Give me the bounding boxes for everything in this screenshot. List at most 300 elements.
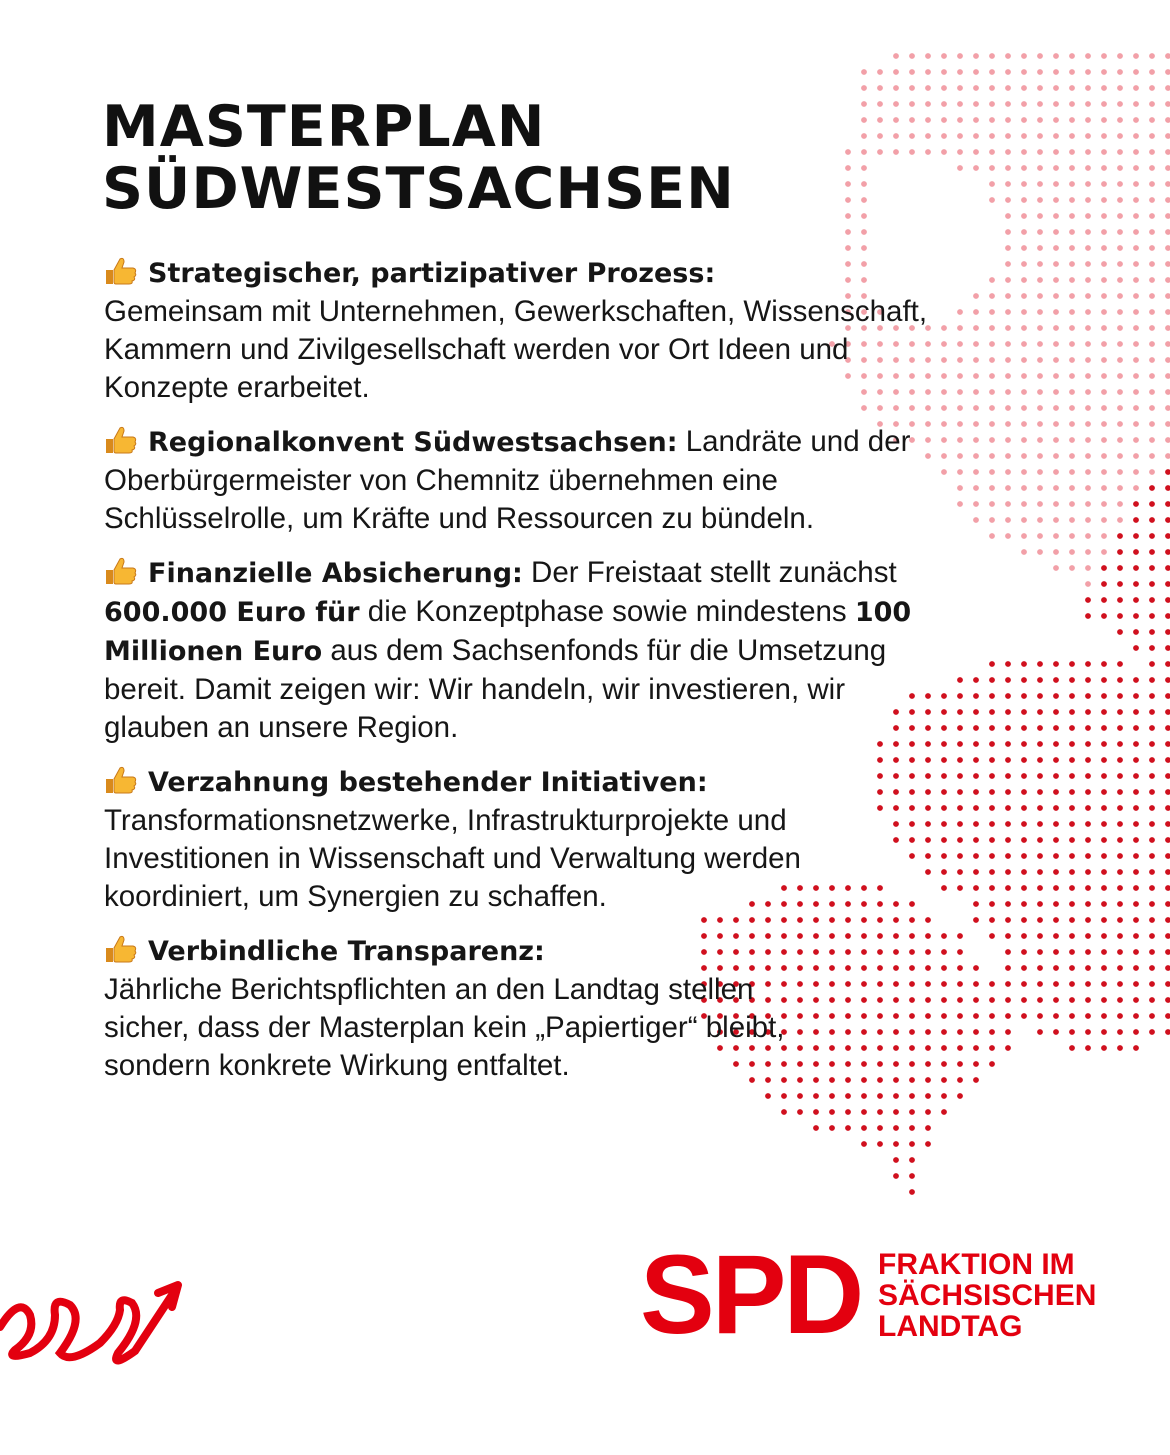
map-dot xyxy=(925,117,931,123)
map-dot xyxy=(1053,421,1059,427)
map-dot xyxy=(1021,949,1027,955)
map-dot xyxy=(1037,997,1043,1003)
map-dot xyxy=(1117,869,1123,875)
map-dot xyxy=(1037,693,1043,699)
map-dot xyxy=(941,85,947,91)
map-dot xyxy=(1053,805,1059,811)
map-dot xyxy=(1053,341,1059,347)
map-dot xyxy=(1101,597,1107,603)
map-dot xyxy=(1149,213,1155,219)
map-dot xyxy=(973,837,979,843)
map-dot xyxy=(1117,181,1123,187)
map-dot xyxy=(1149,229,1155,235)
map-dot xyxy=(925,53,931,59)
item-text: Jährliche Berichtspflichten an den Landtag stellen sicher, dass der Masterplan kein „Papiertiger“ bleibt, sondern konkrete Wirkung entfaltet. xyxy=(104,973,785,1082)
map-dot xyxy=(957,485,963,491)
map-dot xyxy=(1149,997,1155,1003)
map-dot xyxy=(989,181,995,187)
map-dot xyxy=(1117,997,1123,1003)
map-dot xyxy=(1101,197,1107,203)
map-dot xyxy=(877,101,883,107)
map-dot xyxy=(1069,213,1075,219)
map-dot xyxy=(1101,133,1107,139)
map-dot xyxy=(957,165,963,171)
map-dot xyxy=(1101,453,1107,459)
map-dot xyxy=(1069,53,1075,59)
map-dot xyxy=(1069,293,1075,299)
map-dot xyxy=(1005,517,1011,523)
map-dot xyxy=(941,709,947,715)
map-dot xyxy=(1053,549,1059,555)
map-dot xyxy=(1117,693,1123,699)
map-dot xyxy=(1021,533,1027,539)
item-text: Transformationsnetzwerke, Infrastrukturprojekte und Investitionen in Wissenschaft und Verwaltung werden koordiniert, um Synergien zu schaffen. xyxy=(104,804,801,913)
map-dot xyxy=(1101,725,1107,731)
map-dot xyxy=(1085,293,1091,299)
map-dot xyxy=(1133,197,1139,203)
map-dot xyxy=(1085,789,1091,795)
map-dot xyxy=(1133,629,1139,635)
map-dot xyxy=(1117,757,1123,763)
map-dot xyxy=(973,965,979,971)
map-dot xyxy=(1101,341,1107,347)
map-dot xyxy=(1165,485,1170,491)
map-dot xyxy=(813,1109,819,1115)
map-dot xyxy=(1085,501,1091,507)
map-dot xyxy=(989,853,995,859)
map-dot xyxy=(1149,581,1155,587)
map-dot xyxy=(989,469,995,475)
map-dot xyxy=(1069,949,1075,955)
map-dot xyxy=(1117,245,1123,251)
map-dot xyxy=(1101,997,1107,1003)
map-dot xyxy=(1149,757,1155,763)
map-dot xyxy=(1069,773,1075,779)
map-dot xyxy=(1005,661,1011,667)
map-dot xyxy=(1005,933,1011,939)
map-dot xyxy=(1053,469,1059,475)
map-dot xyxy=(1037,1013,1043,1019)
map-dot xyxy=(1117,517,1123,523)
map-dot xyxy=(1005,533,1011,539)
map-dot xyxy=(1117,533,1123,539)
map-dot xyxy=(1117,165,1123,171)
map-dot xyxy=(1037,293,1043,299)
map-dot xyxy=(909,1173,915,1179)
map-dot xyxy=(1165,373,1170,379)
map-dot xyxy=(1069,725,1075,731)
map-dot xyxy=(1053,293,1059,299)
map-dot xyxy=(1165,981,1170,987)
map-dot xyxy=(845,245,851,251)
map-dot xyxy=(1085,421,1091,427)
map-dot xyxy=(1053,709,1059,715)
map-dot xyxy=(1101,677,1107,683)
map-dot xyxy=(1005,149,1011,155)
map-dot xyxy=(1149,613,1155,619)
map-dot xyxy=(1149,965,1155,971)
map-dot xyxy=(1021,133,1027,139)
map-dot xyxy=(1149,533,1155,539)
map-dot xyxy=(1053,869,1059,875)
map-dot xyxy=(1053,661,1059,667)
map-dot xyxy=(1037,325,1043,331)
map-dot xyxy=(1085,693,1091,699)
map-dot xyxy=(1149,357,1155,363)
map-dot xyxy=(957,117,963,123)
map-dot xyxy=(1117,85,1123,91)
map-dot xyxy=(1101,581,1107,587)
map-dot xyxy=(1165,949,1170,955)
map-dot xyxy=(957,1077,963,1083)
map-dot xyxy=(1005,709,1011,715)
map-dot xyxy=(1037,949,1043,955)
map-dot xyxy=(941,805,947,811)
map-dot xyxy=(1133,69,1139,75)
map-dot xyxy=(941,389,947,395)
map-dot xyxy=(1005,789,1011,795)
map-dot xyxy=(973,853,979,859)
map-dot xyxy=(1005,501,1011,507)
map-dot xyxy=(1069,869,1075,875)
map-dot xyxy=(989,453,995,459)
map-dot xyxy=(1069,917,1075,923)
map-dot xyxy=(1165,197,1170,203)
map-dot xyxy=(989,101,995,107)
map-dot xyxy=(989,133,995,139)
map-dot xyxy=(1021,965,1027,971)
map-dot xyxy=(1117,357,1123,363)
map-dot xyxy=(845,213,851,219)
map-dot xyxy=(877,1141,883,1147)
map-dot xyxy=(1085,821,1091,827)
map-dot xyxy=(1037,245,1043,251)
map-dot xyxy=(1053,277,1059,283)
map-dot xyxy=(957,85,963,91)
list-item xyxy=(104,254,934,407)
map-dot xyxy=(1101,821,1107,827)
map-dot xyxy=(1149,421,1155,427)
map-dot xyxy=(1149,165,1155,171)
map-dot xyxy=(1117,965,1123,971)
map-dot xyxy=(989,373,995,379)
map-dot xyxy=(941,1109,947,1115)
map-dot xyxy=(1149,805,1155,811)
map-dot xyxy=(1005,117,1011,123)
map-dot xyxy=(1165,389,1170,395)
map-dot xyxy=(1085,1029,1091,1035)
map-dot xyxy=(1005,213,1011,219)
map-dot xyxy=(941,821,947,827)
map-dot xyxy=(1165,213,1170,219)
map-dot xyxy=(1133,709,1139,715)
map-dot xyxy=(973,101,979,107)
map-dot xyxy=(1037,405,1043,411)
map-dot xyxy=(909,1109,915,1115)
map-dot xyxy=(1069,661,1075,667)
map-dot xyxy=(1085,1045,1091,1051)
map-dot xyxy=(957,757,963,763)
map-dot xyxy=(1117,581,1123,587)
map-dot xyxy=(1165,69,1170,75)
map-dot xyxy=(1069,309,1075,315)
map-dot xyxy=(1133,357,1139,363)
map-dot xyxy=(1149,437,1155,443)
map-dot xyxy=(1117,389,1123,395)
map-dot xyxy=(1005,261,1011,267)
map-dot xyxy=(1133,517,1139,523)
map-dot xyxy=(1069,421,1075,427)
map-dot xyxy=(989,165,995,171)
map-dot xyxy=(1005,741,1011,747)
map-dot xyxy=(1165,773,1170,779)
map-dot xyxy=(1069,229,1075,235)
map-dot xyxy=(1117,549,1123,555)
map-dot xyxy=(973,309,979,315)
map-dot xyxy=(957,453,963,459)
map-dot xyxy=(1069,933,1075,939)
map-dot xyxy=(1021,789,1027,795)
map-dot xyxy=(1165,293,1170,299)
map-dot xyxy=(925,101,931,107)
map-dot xyxy=(1133,821,1139,827)
map-dot xyxy=(925,85,931,91)
map-dot xyxy=(1053,405,1059,411)
title-line-1: MASTERPLAN xyxy=(102,94,546,160)
map-dot xyxy=(909,1141,915,1147)
map-dot xyxy=(1149,773,1155,779)
map-dot xyxy=(909,101,915,107)
map-dot xyxy=(1165,613,1170,619)
map-dot xyxy=(1133,949,1139,955)
map-dot xyxy=(1085,325,1091,331)
map-dot xyxy=(1053,741,1059,747)
map-dot xyxy=(941,997,947,1003)
map-dot xyxy=(1149,869,1155,875)
map-dot xyxy=(1117,69,1123,75)
map-dot xyxy=(1101,325,1107,331)
map-dot xyxy=(1021,869,1027,875)
thumbs-up-icon xyxy=(104,556,138,586)
map-dot xyxy=(1085,565,1091,571)
map-dot xyxy=(1069,405,1075,411)
map-dot xyxy=(1117,101,1123,107)
map-dot xyxy=(909,133,915,139)
map-dot xyxy=(1053,453,1059,459)
map-dot xyxy=(1037,53,1043,59)
map-dot xyxy=(1021,389,1027,395)
map-dot xyxy=(1165,421,1170,427)
map-dot xyxy=(1101,981,1107,987)
map-dot xyxy=(1133,565,1139,571)
map-dot xyxy=(861,1125,867,1131)
map-dot xyxy=(1149,661,1155,667)
map-dot xyxy=(1165,645,1170,651)
thumbs-up-icon xyxy=(104,256,138,286)
map-dot xyxy=(1101,309,1107,315)
map-dot xyxy=(1133,373,1139,379)
map-dot xyxy=(1037,117,1043,123)
map-dot xyxy=(1037,517,1043,523)
map-dot xyxy=(861,1109,867,1115)
map-dot xyxy=(941,1093,947,1099)
map-dot xyxy=(957,997,963,1003)
map-dot xyxy=(1021,53,1027,59)
map-dot xyxy=(1133,501,1139,507)
map-dot xyxy=(941,885,947,891)
item-text: Landräte und der Oberbürgermeister von Chemnitz übernehmen eine Schlüsselrolle, um Kräfte und Ressourcen zu bündeln. xyxy=(104,425,911,535)
map-dot xyxy=(1165,837,1170,843)
map-dot xyxy=(1021,117,1027,123)
map-dot xyxy=(989,1045,995,1051)
map-dot xyxy=(973,421,979,427)
map-dot xyxy=(1085,725,1091,731)
map-dot xyxy=(1005,837,1011,843)
map-dot xyxy=(1117,1029,1123,1035)
map-dot xyxy=(1037,389,1043,395)
map-dot xyxy=(1037,213,1043,219)
map-dot xyxy=(1165,997,1170,1003)
map-dot xyxy=(845,1109,851,1115)
map-dot xyxy=(1133,277,1139,283)
map-dot xyxy=(1053,149,1059,155)
fraktion-line-1: FRAKTION IM xyxy=(878,1248,1075,1281)
map-dot xyxy=(1085,661,1091,667)
map-dot xyxy=(957,149,963,155)
map-dot xyxy=(1149,517,1155,523)
map-dot xyxy=(1117,709,1123,715)
map-dot xyxy=(1101,373,1107,379)
map-dot xyxy=(1053,213,1059,219)
map-dot xyxy=(1085,981,1091,987)
map-dot xyxy=(893,69,899,75)
map-dot xyxy=(1133,885,1139,891)
map-dot xyxy=(973,901,979,907)
map-dot xyxy=(941,853,947,859)
map-dot xyxy=(1149,117,1155,123)
map-dot xyxy=(1085,773,1091,779)
map-dot xyxy=(1117,677,1123,683)
map-dot xyxy=(1101,933,1107,939)
map-dot xyxy=(973,117,979,123)
map-dot xyxy=(1133,549,1139,555)
map-dot xyxy=(1069,1045,1075,1051)
map-dot xyxy=(1085,741,1091,747)
map-dot xyxy=(1085,117,1091,123)
map-dot xyxy=(1005,453,1011,459)
spd-wordmark: SPD xyxy=(640,1232,862,1357)
map-dot xyxy=(957,821,963,827)
map-dot xyxy=(1037,229,1043,235)
map-dot xyxy=(957,789,963,795)
map-dot xyxy=(1149,101,1155,107)
map-dot xyxy=(1085,581,1091,587)
map-dot xyxy=(1021,661,1027,667)
map-dot xyxy=(1005,277,1011,283)
map-dot xyxy=(1165,501,1170,507)
map-dot xyxy=(941,965,947,971)
map-dot xyxy=(1101,949,1107,955)
map-dot xyxy=(845,181,851,187)
map-dot xyxy=(1165,901,1170,907)
map-dot xyxy=(1053,677,1059,683)
map-dot xyxy=(1133,869,1139,875)
map-dot xyxy=(1021,693,1027,699)
map-dot xyxy=(1021,485,1027,491)
map-dot xyxy=(1085,757,1091,763)
map-dot xyxy=(1037,821,1043,827)
map-dot xyxy=(1005,485,1011,491)
map-dot xyxy=(989,1061,995,1067)
map-dot xyxy=(973,757,979,763)
map-dot xyxy=(1085,309,1091,315)
map-dot xyxy=(989,773,995,779)
list-item xyxy=(104,763,934,916)
map-dot xyxy=(1133,533,1139,539)
map-dot xyxy=(1037,869,1043,875)
map-dot xyxy=(1053,773,1059,779)
map-dot xyxy=(1005,229,1011,235)
map-dot xyxy=(1117,565,1123,571)
map-dot xyxy=(1133,645,1139,651)
map-dot xyxy=(1005,197,1011,203)
map-dot xyxy=(1133,325,1139,331)
map-dot xyxy=(829,1109,835,1115)
map-dot xyxy=(1165,757,1170,763)
fraktion-label xyxy=(878,1249,1096,1342)
map-dot xyxy=(877,1109,883,1115)
map-dot xyxy=(1133,997,1139,1003)
map-dot xyxy=(1037,149,1043,155)
map-dot xyxy=(1085,597,1091,603)
map-dot xyxy=(1085,277,1091,283)
map-dot xyxy=(1101,293,1107,299)
map-dot xyxy=(1037,757,1043,763)
map-dot xyxy=(1149,245,1155,251)
map-dot xyxy=(1117,917,1123,923)
map-dot xyxy=(957,725,963,731)
map-dot xyxy=(941,53,947,59)
map-dot xyxy=(1069,373,1075,379)
item-heading: Strategischer, partizipativer Prozess: xyxy=(148,258,716,289)
map-dot xyxy=(957,101,963,107)
map-dot xyxy=(1133,133,1139,139)
map-dot xyxy=(1037,133,1043,139)
map-dot xyxy=(1053,885,1059,891)
map-dot xyxy=(1133,581,1139,587)
map-dot xyxy=(989,901,995,907)
map-dot xyxy=(957,469,963,475)
map-dot xyxy=(1005,981,1011,987)
map-dot xyxy=(1069,757,1075,763)
map-dot xyxy=(1021,677,1027,683)
map-dot xyxy=(1069,837,1075,843)
map-dot xyxy=(1133,1013,1139,1019)
map-dot xyxy=(989,517,995,523)
map-dot xyxy=(1165,1013,1170,1019)
map-dot xyxy=(845,229,851,235)
map-dot xyxy=(1133,757,1139,763)
map-dot xyxy=(1101,965,1107,971)
map-dot xyxy=(1069,741,1075,747)
map-dot xyxy=(941,69,947,75)
map-dot xyxy=(1053,533,1059,539)
map-dot xyxy=(1133,149,1139,155)
map-dot xyxy=(1133,485,1139,491)
map-dot xyxy=(1117,149,1123,155)
map-dot xyxy=(1053,117,1059,123)
map-dot xyxy=(1053,165,1059,171)
